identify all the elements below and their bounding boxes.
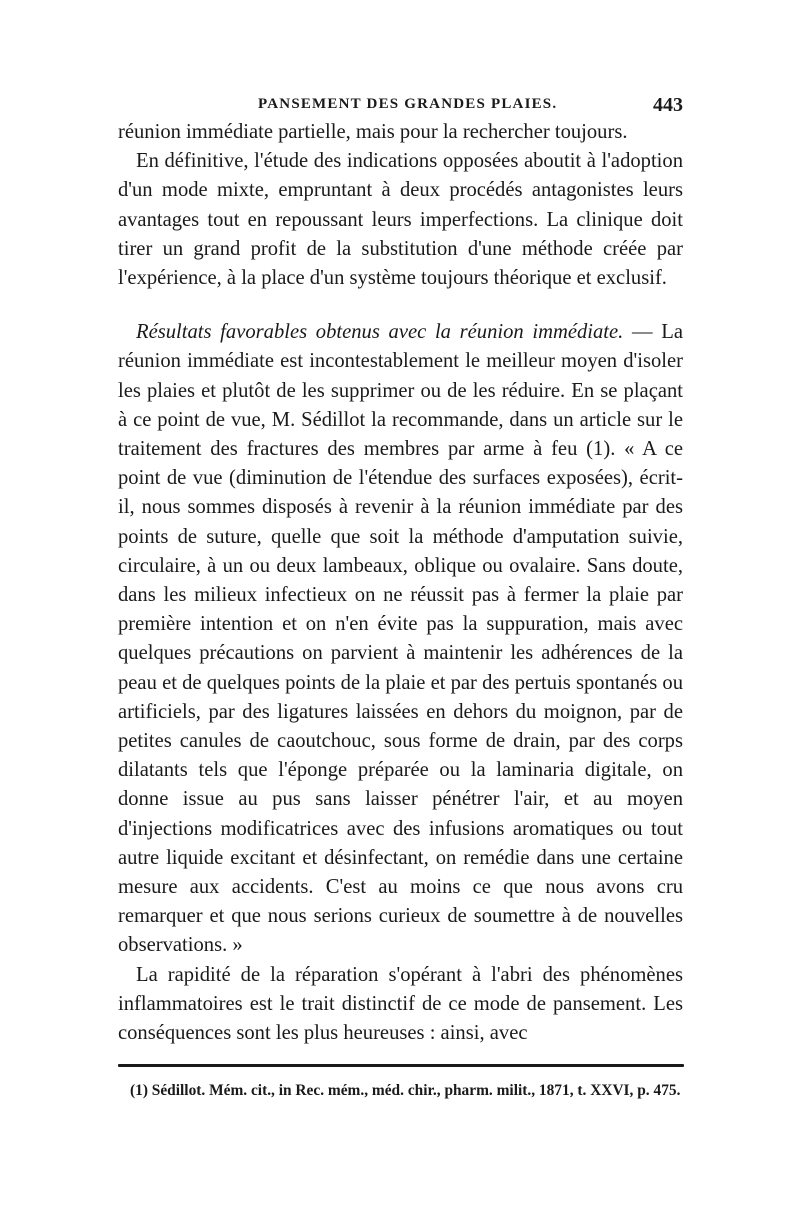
paragraph-results-text: — La réunion immédiate est incontestablement le meilleur moyen d'isoler les plaies et plutôt de les supprimer ou de les réduire. En se plaçant à ce point de vue, M. Sédillot la recommande, dans un article sur le traitement des fractures des membres par arme à feu (1). « A ce point de vue (diminution de l'étendue des surfaces exposées), écrit-il, nous sommes disposés à revenir à la réunion immédiate par des points de suture, quelle que soit la méthode d'amputation suivie, circulaire, à un ou deux lambeaux, oblique ou ovalaire. Sans doute, dans les milieux infectieux on ne réussit pas à fermer la plaie par première intention et on n'en évite pas la suppuration, mais avec quelques précautions on parvient à maintenir les adhérences de la peau et de quelques points de la plaie et par des pertuis spontanés ou artificiels, par des ligatures laissées en dehors du moignon, par de petites canules de caoutchouc, sous forme de drain, par des corps dilatants tels que l'éponge préparée ou la laminaria digitale, on donne issue au pus sans laisser pénétrer l'air, et au moyen d'injections modificatrices avec des infusions aromatiques ou tout autre liquide excitant et désinfectant, on remédie dans une certaine mesure aux accidents. C'est au moins ce que nous avons cru remarquer et que nous serions curieux de soumettre à de nouvelles observations. » <box>118 321 683 957</box>
footnote-text: (1) Sédillot. Mém. cit., in Rec. mém., méd. chir., pharm. milit., 1871, t. XXVI, p. 475. <box>130 1082 681 1099</box>
footnote-rule <box>118 1064 684 1067</box>
section-title: Résultats favorables obtenus avec la réunion immédiate. <box>136 321 624 344</box>
paragraph-results <box>118 318 683 960</box>
paragraph-rapidity: La rapidité de la réparation s'opérant à l'abri des phénomènes inflammatoires est le trait distinctif de ce mode de pansement. Les conséquences sont les plus heureuses : ainsi, avec <box>118 963 683 1045</box>
paragraph-continuation: réunion immédiate partielle, mais pour la rechercher toujours. <box>118 121 628 143</box>
section-spacer <box>118 293 683 318</box>
page-number: 443 <box>653 94 683 116</box>
footnote <box>118 1080 684 1102</box>
body-text <box>118 118 683 1048</box>
running-head <box>118 94 683 120</box>
running-title: PANSEMENT DES GRANDES PLAIES. <box>258 96 558 112</box>
paragraph-definitive: En définitive, l'étude des indications opposées aboutit à l'adoption d'un mode mixte, empruntant à deux procédés antagonistes leurs avantages tout en repoussant leurs imperfections. La clinique doit tirer un grand profit de la substitution d'une méthode créée par l'expérience, à la place d'un système toujours théorique et exclusif. <box>118 150 683 290</box>
